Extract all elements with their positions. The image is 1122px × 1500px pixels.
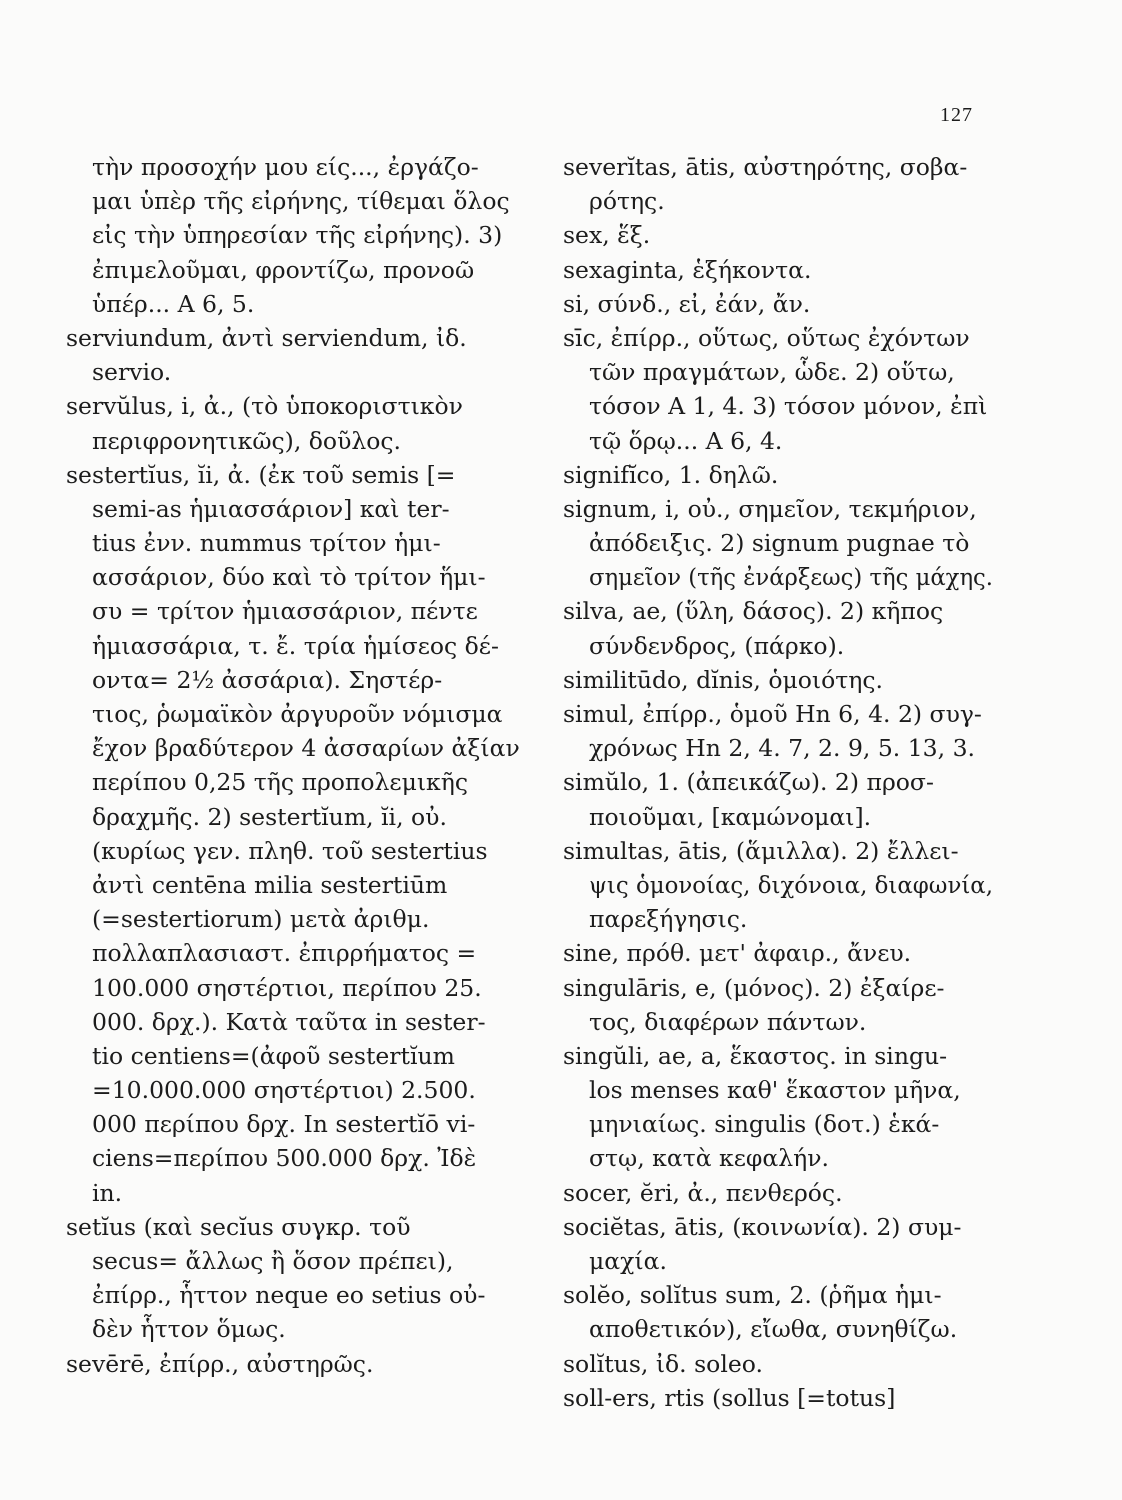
- entry-continuation-line: μηνιαίως. singulis (δοτ.) ἑκά-: [589, 1110, 940, 1139]
- entry-continuation-line: los menses καθ' ἕκαστον μῆνα,: [589, 1076, 961, 1105]
- entry-headword-line: singŭli, ae, a, ἕκαστος. in singu-: [563, 1041, 948, 1070]
- entry-headword-line: serviundum, ἀντὶ serviendum, ἰδ.: [66, 323, 467, 352]
- entry-continuation-line: τιος, ῥωμαϊκὸν ἀργυροῦν νόμισμα: [92, 700, 503, 728]
- entry-continuation-line: servio.: [92, 358, 172, 387]
- entry-continuation-line: =10.000.000 σηστέρτιοι) 2.500.: [92, 1076, 476, 1105]
- entry-headword-line: signum, i, οὐ., σημεῖον, τεκμήριον,: [563, 494, 977, 523]
- entry-continuation-line: ἡμιασσάρια, τ. ἔ. τρία ἡμίσεος δέ-: [92, 631, 499, 660]
- entry-headword-line: si, σύνδ., εἰ, ἐάν, ἄν.: [563, 289, 811, 318]
- entry-continuation-line: μαχία.: [589, 1247, 667, 1275]
- entry-headword-line: sine, πρόθ. μετ' ἀφαιρ., ἄνευ.: [563, 939, 912, 968]
- entry-continuation-line: ψις ὁμονοίας, διχόνοια, διαφωνία,: [589, 870, 993, 899]
- entry-headword-line: sex, ἕξ.: [563, 221, 651, 250]
- entry-headword-line: signifĭco, 1. δηλῶ.: [563, 460, 779, 489]
- left-column: [66, 150, 534, 1381]
- entry-headword-line: simultas, ātis, (ἅμιλλα). 2) ἔλλει-: [563, 836, 959, 865]
- page-number: 127: [940, 104, 973, 126]
- entry-continuation-line: μαι ὑπὲρ τῆς εἰρήνης, τίθεμαι ὅλος: [92, 187, 510, 216]
- entry-continuation-line: συ = τρίτον ἡμιασσάριον, πέντε: [92, 597, 478, 626]
- entry-continuation-line: δὲν ἧττον ὅμως.: [92, 1315, 286, 1344]
- entry-continuation-line: 000 περίπου δρχ. In sestertĭō vi-: [92, 1110, 476, 1139]
- entry-headword-line: sociĕtas, ātis, (κοινωνία). 2) συμ-: [563, 1212, 962, 1241]
- entry-continuation-line: αποθετικόν), εἴωθα, συνηθίζω.: [589, 1315, 958, 1344]
- entry-continuation-line: τὴν προσοχήν μου είς..., ἐργάζο-: [92, 153, 479, 181]
- entry-continuation-line: ἀντὶ centēna milia sestertiūm: [92, 870, 448, 899]
- entry-continuation-line: ἔχον βραδύτερον 4 ἀσσαρίων ἀξίαν: [92, 734, 520, 763]
- entry-headword-line: singulāris, e, (μόνος). 2) ἐξαίρε-: [563, 973, 945, 1002]
- entry-continuation-line: 100.000 σηστέρτιοι, περίπου 25.: [92, 973, 482, 1002]
- entry-continuation-line: σημεῖον (τῆς ἐνάρξεως) τῆς μάχης.: [589, 563, 993, 592]
- entry-continuation-line: ασσάριον, δύο καὶ τὸ τρίτον ἥμι-: [92, 563, 486, 592]
- entry-continuation-line: στῳ, κατὰ κεφαλήν.: [589, 1144, 829, 1173]
- entry-continuation-line: (=sestertiorum) μετὰ ἀριθμ.: [92, 905, 430, 934]
- entry-headword-line: socer, ĕri, ἀ., πενθερός.: [563, 1178, 843, 1207]
- entry-headword-line: simŭlo, 1. (ἀπεικάζω). 2) προσ-: [563, 768, 934, 797]
- entry-continuation-line: παρεξήγησις.: [589, 905, 748, 934]
- entry-continuation-line: tio centiens=(ἀφοῦ sestertĭum: [92, 1041, 455, 1070]
- entry-headword-line: solĭtus, ἰδ. soleo.: [563, 1349, 763, 1378]
- entry-headword-line: servŭlus, i, ἀ., (τὸ ὑποκοριστικὸν: [66, 392, 463, 421]
- entry-headword-line: similitūdo, dĭnis, ὁμοιότης.: [563, 665, 883, 694]
- entry-continuation-line: ποιοῦμαι, [καμώνομαι].: [589, 802, 872, 831]
- entry-continuation-line: δραχμῆς. 2) sestertĭum, ĭi, οὐ.: [92, 802, 447, 831]
- entry-continuation-line: secus= ἄλλως ἢ ὅσον πρέπει),: [92, 1247, 454, 1275]
- entry-headword-line: solĕo, solĭtus sum, 2. (ῥῆμα ἡμι-: [563, 1281, 942, 1310]
- entry-continuation-line: περιφρονητικῶς), δοῦλος.: [92, 426, 402, 455]
- entry-continuation-line: ὑπέρ... A 6, 5.: [92, 289, 255, 318]
- entry-headword-line: sevērē, ἐπίρρ., αὐστηρῶς.: [66, 1349, 374, 1378]
- entry-continuation-line: tius ἐνν. nummus τρίτον ἡμι-: [92, 529, 441, 558]
- entry-continuation-line: ἀπόδειξις. 2) signum pugnae τὸ: [589, 529, 970, 558]
- entry-continuation-line: τος, διαφέρων πάντων.: [589, 1007, 867, 1036]
- entry-continuation-line: 000. δρχ.). Κατὰ ταῦτα in sester-: [92, 1007, 486, 1036]
- entry-continuation-line: χρόνως Hn 2, 4. 7, 2. 9, 5. 13, 3.: [589, 734, 975, 763]
- entry-headword-line: silva, ae, (ὕλη, δάσος). 2) κῆπος: [563, 597, 944, 626]
- entry-continuation-line: τῶν πραγμάτων, ὧδε. 2) οὕτω,: [589, 358, 955, 387]
- entry-continuation-line: οντα= 2½ ἀσσάρια). Σηστέρ-: [92, 665, 443, 694]
- entry-headword-line: sestertĭus, ĭi, ἀ. (ἐκ τοῦ semis [=: [66, 460, 456, 489]
- entry-headword-line: simul, ἐπίρρ., ὁμοῦ Hn 6, 4. 2) συγ-: [563, 700, 982, 728]
- entry-headword-line: sīc, ἐπίρρ., οὕτως, οὕτως ἐχόντων: [563, 323, 970, 352]
- entry-headword-line: soll-ers, rtis (sollus [=totus]: [563, 1383, 896, 1412]
- entry-continuation-line: τῷ ὅρῳ... A 6, 4.: [589, 426, 783, 455]
- entry-headword-line: severĭtas, ātis, αὐστηρότης, σοβα-: [563, 153, 968, 181]
- entry-continuation-line: ἐπίρρ., ἧττον neque eo setius οὐ-: [92, 1281, 486, 1310]
- entry-continuation-line: in.: [92, 1178, 123, 1207]
- entry-continuation-line: ρότης.: [589, 187, 665, 216]
- entry-headword-line: sexaginta, ἑξήκοντα.: [563, 255, 812, 284]
- entry-continuation-line: semi-as ἡμιασσάριον] καὶ ter-: [92, 494, 450, 523]
- entry-continuation-line: σύνδενδρος, (πάρκο).: [589, 631, 845, 660]
- entry-continuation-line: πολλαπλασιαστ. ἐπιρρήματος =: [92, 939, 477, 968]
- right-column: [563, 150, 993, 1415]
- entry-continuation-line: ἐπιμελοῦμαι, φροντίζω, προνοῶ: [92, 255, 475, 284]
- entry-continuation-line: ciens=περίπου 500.000 δρχ. Ἰδὲ: [92, 1144, 477, 1173]
- entry-headword-line: setĭus (καὶ secĭus συγκρ. τοῦ: [66, 1212, 411, 1241]
- entry-continuation-line: εἰς τὴν ὑπηρεσίαν τῆς εἰρήνης). 3): [92, 221, 503, 250]
- entry-continuation-line: περίπου 0,25 τῆς προπολεμικῆς: [92, 768, 468, 797]
- entry-continuation-line: (κυρίως γεν. πληθ. τοῦ sestertius: [92, 836, 488, 865]
- entry-continuation-line: τόσον A 1, 4. 3) τόσον μόνον, ἐπὶ: [589, 392, 988, 421]
